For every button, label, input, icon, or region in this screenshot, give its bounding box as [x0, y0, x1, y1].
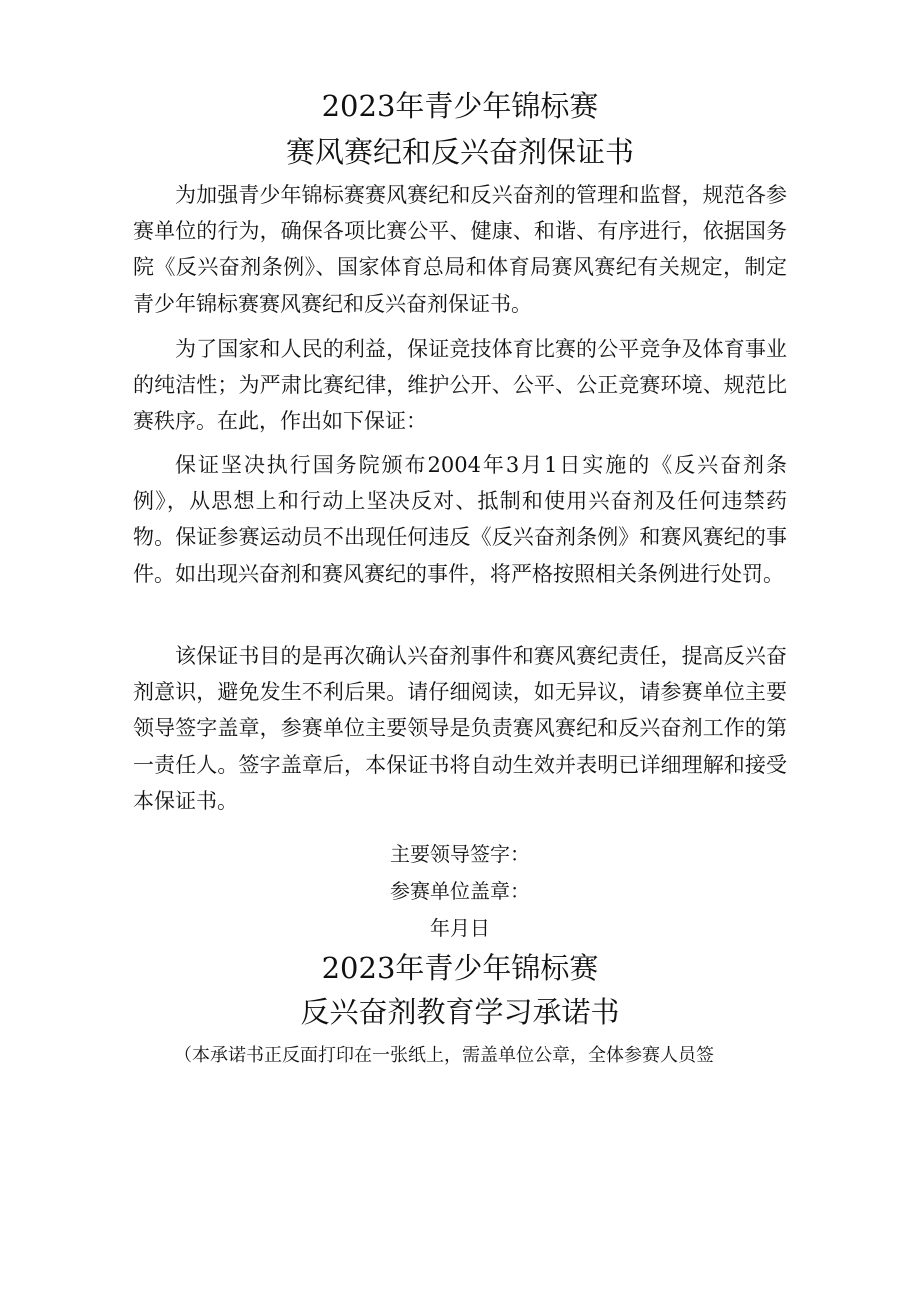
doc1-paragraph-1: 为加强青少年锦标赛赛风赛纪和反兴奋剂的管理和监督，规范各参赛单位的行为，确保各项比赛公平、健康、和谐、有序进行，依据国务院《反兴奋剂条例》、国家体育总局和体育局赛风赛纪有关规定，制定青少年锦标赛赛风赛纪和反兴奋剂保证书。: [133, 183, 787, 316]
doc1-title-line2: 赛风赛纪和反兴奋剂保证书: [285, 135, 634, 169]
doc2-title-line1: 2023年青少年锦标赛: [321, 951, 599, 985]
date-label: 年月日: [430, 916, 490, 940]
seal-label: 参赛单位盖章：: [390, 879, 530, 903]
signature-label: 主要领导签字：: [390, 842, 530, 866]
doc1-paragraph-3: 保证坚决执行国务院颁布2004年3月1日实施的《反兴奋剂条例》，从思想上和行动上坚决反对、抵制和使用兴奋剂及任何违禁药物。保证参赛运动员不出现任何违反《反兴奋剂条例》和赛风赛纪的事件。如出现兴奋剂和赛风赛纪的事件，将严格按照相关条例进行处罚。: [133, 453, 787, 586]
doc2-title-line2: 反兴奋剂教育学习承诺书: [300, 995, 620, 1029]
doc2-print-note: （本承诺书正反面打印在一张纸上，需盖单位公章，全体参赛人员签: [174, 1045, 714, 1066]
doc1-paragraph-4: 该保证书目的是再次确认兴奋剂事件和赛风赛纪责任，提高反兴奋剂意识，避免发生不利后果。请仔细阅读，如无异议，请参赛单位主要领导签字盖章，参赛单位主要领导是负责赛风赛纪和反兴奋剂工作的第一责任人。签字盖章后，本保证书将自动生效并表明已详细理解和接受本保证书。: [133, 644, 787, 813]
doc1-title-line1: 2023年青少年锦标赛: [321, 89, 599, 123]
doc1-paragraph-2: 为了国家和人民的利益，保证竞技体育比赛的公平竞争及体育事业的纯洁性；为严肃比赛纪律，维护公开、公平、公正竞赛环境、规范比赛秩序。在此，作出如下保证：: [133, 337, 787, 434]
